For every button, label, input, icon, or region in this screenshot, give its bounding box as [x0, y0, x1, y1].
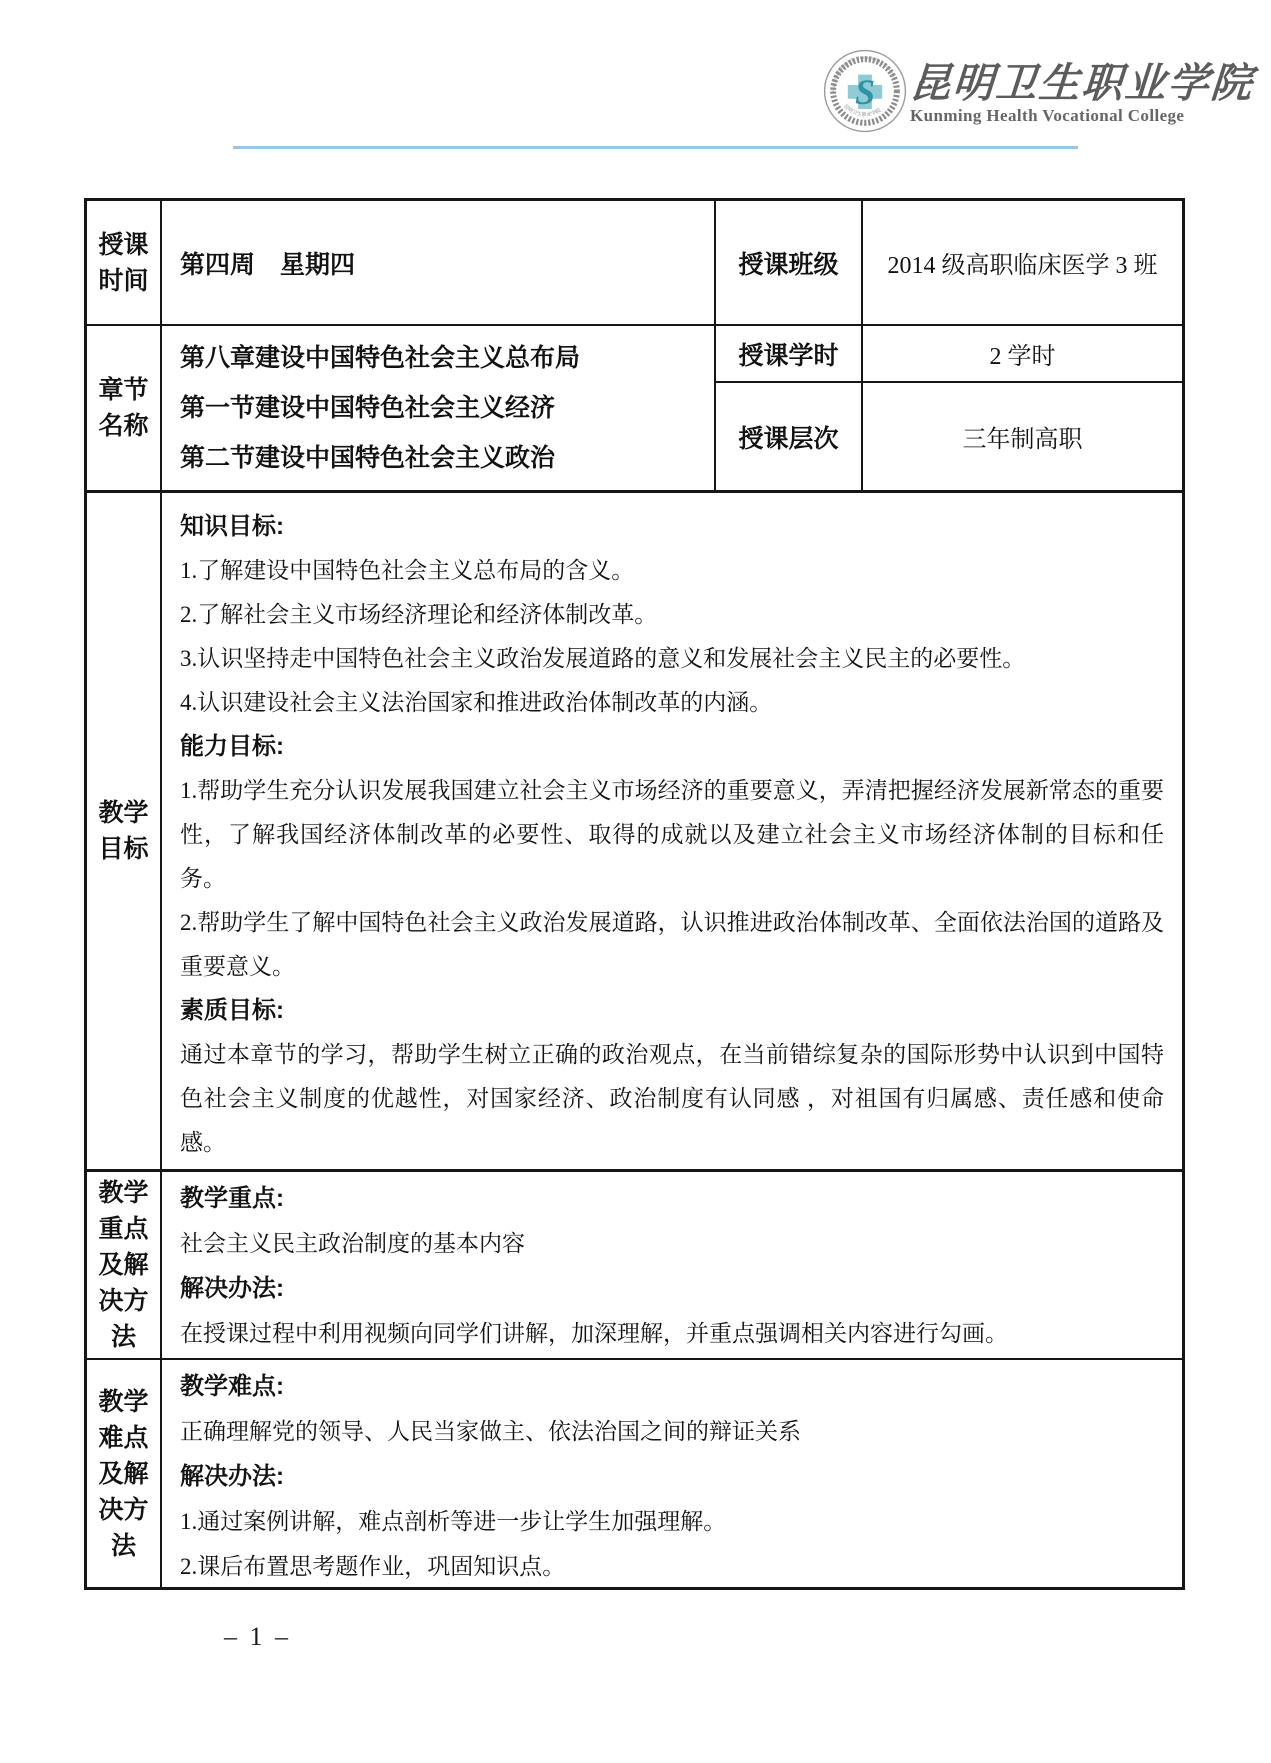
difficulty-solution-item: 1.通过案例讲解，难点剖析等进一步让学生加强理解。 [180, 1509, 727, 1534]
difficulty-text: 正确理解党的领导、人民当家做主、依法治国之间的辩证关系 [180, 1419, 801, 1444]
ability-objective-heading: 能力目标: [180, 733, 284, 760]
key-points-label: 教学重点及解决方法 [87, 1172, 162, 1358]
key-point-solution-text: 在授课过程中利用视频向同学们讲解，加深理解，并重点强调相关内容进行勾画。 [180, 1321, 1008, 1346]
college-name-english: Kunming Health Vocational College [910, 106, 1185, 125]
teaching-time-label: 授课时间 [87, 201, 162, 324]
quality-objective-item: 通过本章节的学习，帮助学生树立正确的政治观点，在当前错综复杂的国际形势中认识到中国特色社会主义制度的优越性，对国家经济、政治制度有认同感 ，对祖国有归属感、责任感和使命感。 [180, 1042, 1164, 1155]
chapter-label: 章节名称 [87, 326, 162, 490]
difficulties-content [162, 1360, 1182, 1587]
objectives-content [162, 493, 1182, 1169]
seal-icon [822, 46, 908, 136]
svg-text:S: S [854, 71, 876, 112]
knowledge-objective-item: 3.认识坚持走中国特色社会主义政治发展道路的意义和发展社会主义民主的必要性。 [180, 646, 1026, 671]
table-row-chapter [87, 326, 1182, 493]
difficulty-solution-heading: 解决办法: [180, 1463, 284, 1490]
difficulty-solution-item: 2.课后布置思考题作业，巩固知识点。 [180, 1554, 566, 1579]
chapter-titles [162, 326, 716, 490]
table-row-key-points [87, 1172, 1182, 1360]
knowledge-objective-item: 1.了解建设中国特色社会主义总布局的含义。 [180, 558, 635, 583]
ability-objective-item: 1.帮助学生充分认识发展我国建立社会主义市场经济的重要意义，弄清把握经济发展新常态的重要性，了解我国经济体制改革的必要性、取得的成就以及建立社会主义市场经济体制的目标和任务。 [180, 778, 1164, 891]
key-point-solution-heading: 解决办法: [180, 1275, 284, 1302]
objectives-label: 教学目标 [87, 493, 162, 1169]
quality-objective-heading: 素质目标: [180, 997, 284, 1024]
table-subrow-hours [716, 326, 1182, 383]
knowledge-objective-heading: 知识目标: [180, 513, 284, 540]
table-row-teaching-time [87, 201, 1182, 326]
level-label: 授课层次 [716, 383, 863, 490]
teaching-time-value: 第四周 星期四 [162, 201, 716, 324]
svg-text:Kunming Health Vocational Coll: Kunming Health Vocational College [830, 54, 898, 94]
table-row-difficulties [87, 1360, 1182, 1587]
difficulty-heading: 教学难点: [180, 1373, 284, 1400]
college-name-calligraphy: 昆明卫生职业学院 [908, 59, 1256, 107]
lesson-plan-table [84, 198, 1185, 1590]
key-point-heading: 教学重点: [180, 1185, 284, 1212]
page-number: – 1 – [224, 1622, 291, 1651]
knowledge-objective-item: 2.了解社会主义市场经济理论和经济体制改革。 [180, 602, 658, 627]
knowledge-objective-item: 4.认识建设社会主义法治国家和推进政治体制改革的内涵。 [180, 690, 773, 715]
hours-label: 授课学时 [716, 326, 863, 381]
teaching-class-label: 授课班级 [716, 201, 863, 324]
key-points-content [162, 1172, 1182, 1358]
chapter-line-3: 第二节建设中国特色社会主义政治 [180, 444, 556, 472]
table-subrow-level [716, 383, 1182, 490]
difficulties-label: 教学难点及解决方法 [87, 1360, 162, 1587]
ability-objective-item: 2.帮助学生了解中国特色社会主义政治发展道路，认识推进政治体制改革、全面依法治国的道路及重要意义。 [180, 910, 1164, 979]
hours-value: 2 学时 [989, 344, 1056, 370]
teaching-class-value: 2014 级高职临床医学 3 班 [887, 253, 1158, 279]
level-value: 三年制高职 [962, 427, 1083, 453]
header-divider-line [233, 146, 1078, 149]
chapter-line-2: 第一节建设中国特色社会主义经济 [180, 394, 556, 422]
college-seal-logo [822, 46, 908, 136]
key-point-text: 社会主义民主政治制度的基本内容 [180, 1231, 525, 1256]
chapter-line-1: 第八章建设中国特色社会主义总布局 [180, 344, 581, 372]
svg-text:昆明卫生职业学院: 昆明卫生职业学院 [842, 103, 883, 119]
table-row-objectives [87, 493, 1182, 1172]
